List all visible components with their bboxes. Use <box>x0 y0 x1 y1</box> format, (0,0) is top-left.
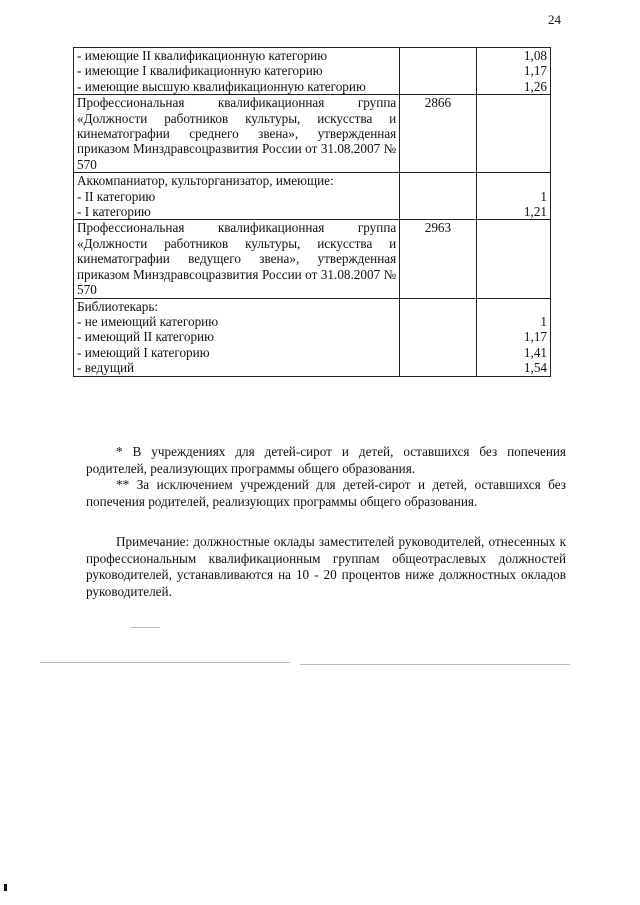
description-line: Аккомпаниатор, культорганизатор, имеющие: <box>77 173 334 189</box>
description-line: - I категорию <box>77 204 151 220</box>
table-row <box>74 173 551 220</box>
coefficient-value: 1,54 <box>523 360 547 376</box>
qualification-group-cell: Профессиональная квалификационная группа «Должности работников культуры, искусства и кинематографии среднего звена», утвержденная приказом Минздравсоцразвития России от 31.08.2007 № 570 <box>74 95 400 173</box>
notes-section <box>86 444 566 600</box>
salary-cell: 2866 <box>400 95 476 173</box>
salary-cell <box>400 48 476 95</box>
description-line: Библиотекарь: <box>77 298 159 314</box>
description-line: - имеющие II квалификационную категорию <box>77 48 328 63</box>
footnote-excluding-orphan-institutions: ** За исключением учреждений для детей-сирот и детей, оставшихся без попечения родителей, реализующих программы общего образования. <box>86 477 566 509</box>
description-line: - имеющие I квалификационную категорию <box>77 63 323 79</box>
scan-noise <box>130 627 160 628</box>
scan-edge-mark <box>4 884 7 891</box>
page-number: 24 <box>548 12 561 27</box>
coefficient-value <box>480 173 547 188</box>
description-line: - имеющие высшую квалификационную категорию <box>77 78 366 94</box>
position-description-cell <box>74 298 400 376</box>
salary-cell: 2963 <box>400 220 476 298</box>
position-description-cell <box>74 173 400 220</box>
remark-paragraph: Примечание: должностные оклады заместителей руководителей, отнесенных к профессиональным квалификационным группам общеотраслевых должностей руководителей, устанавливаются на 10 - 20 процентов ниже должностных окладов руководителей. <box>86 534 566 599</box>
coefficient-value: 1 <box>540 313 547 329</box>
description-line: - II категорию <box>77 188 156 204</box>
coefficient-value: 1,17 <box>523 63 547 79</box>
coefficient-value: 1,41 <box>523 344 547 360</box>
table-row <box>74 48 551 95</box>
description-line: - имеющий I категорию <box>77 344 210 360</box>
coefficient-value <box>480 299 547 314</box>
salary-cell <box>400 173 476 220</box>
coefficient-cell <box>476 173 550 220</box>
coefficient-cell <box>476 95 550 173</box>
position-description-cell <box>74 48 400 95</box>
table-row <box>74 298 551 376</box>
qualification-group-cell: Профессиональная квалификационная группа «Должности работников культуры, искусства и кинематографии ведущего звена», утвержденная приказом Минздравсоцразвития России от 31.08.2007 № 570 <box>74 220 400 298</box>
salary-coefficient-table <box>73 47 551 377</box>
coefficient-value: 1,17 <box>523 329 547 345</box>
coefficient-value: 1,08 <box>523 48 547 63</box>
salary-cell <box>400 298 476 376</box>
coefficient-cell <box>476 220 550 298</box>
coefficient-value: 1 <box>540 188 547 204</box>
scan-noise <box>300 664 570 665</box>
scan-noise <box>40 662 290 663</box>
coefficient-value: 1,26 <box>523 78 547 94</box>
coefficient-cell <box>476 48 550 95</box>
description-line: - ведущий <box>77 360 135 376</box>
table-row <box>74 95 551 173</box>
description-line: - имеющий II категорию <box>77 329 214 345</box>
table-row <box>74 220 551 298</box>
coefficient-value: 1,21 <box>523 204 547 220</box>
description-line: - не имеющий категорию <box>77 313 219 329</box>
footnote-orphan-institutions: * В учреждениях для детей-сирот и детей, оставшихся без попечения родителей, реализующих программы общего образования. <box>86 444 566 476</box>
coefficient-cell <box>476 298 550 376</box>
